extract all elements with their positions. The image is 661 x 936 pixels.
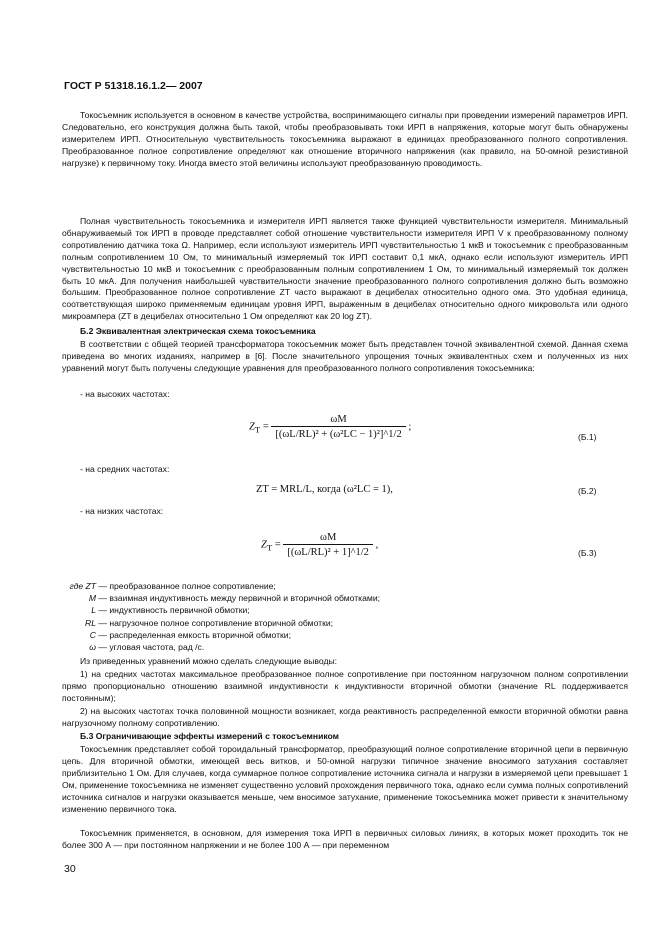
document-header: ГОСТ Р 51318.16.1.2— 2007: [64, 80, 203, 92]
paragraph-application: Токосъемник применяется, в основном, для измерения тока ИРП в первичных силовых линиях, в которых может проходить ток не более 300 А — при постоянном напряжении и не более 100 А — при переменном: [62, 828, 628, 850]
definition-row: L — индуктивность первичной обмотки;: [91, 605, 250, 616]
page-number: 30: [64, 863, 76, 875]
list-label-mid: - на средних частотах:: [80, 464, 170, 474]
paragraph-intro: Токосъемник используется в основном в качестве устройства, воспринимающего сигналы при проведении измерений параметров ИРП. Следовательно, его конструкция должна быть такой, чтобы преобразовывать токи ИРП в напряжения, которые могут быть обнаружены измерителем ИРП. Относительную чувствительность токосъемника выражают в единицах преобразованного полного сопротивления. Преобразованное полное сопротивление определяют как отношение вторичного напряжения (как правило, на 50-омной резистивной нагрузке) к первичному току. Иногда вместо этой величины используют преобразованную проводимость.: [62, 110, 628, 168]
equation-b1: $Z_T$ = $\frac{\omega M}{\text{[(ωL/RL)² + (ω²LC − 1)²]\textasciicircum{}1/2}}$ ;: [249, 414, 412, 440]
definitions-list: [62, 580, 380, 653]
paragraph-limiting-effects: Токосъемник представляет собой тороидальный трансформатор, преобразующий полное сопротивление вторичной цепи в первичную цепь. Для вторичной обмотки, имеющей весь витков, и 50-омной нагрузки типичное значение вносимого затухания составляет приблизительно 1 Ом. Для случаев, когда суммарное полное сопротивление источника сигнала и нагрузки в измеряемой цепи превышает 1 Ом, применение токосъемника не изменяет существенно условий прохождения первичного тока, однако если сумма полных сопротивлений источника сигналов и нагрузки оказывается меньше, чем вносимое затухание, применение токосъемника может привести к значительному изменению первичного тока.: [62, 744, 628, 814]
paragraph-sensitivity: Полная чувствительность токосъемника и измерителя ИРП является также функцией чувствительности измерителя. Минимальный обнаруживаемый ток ИРП в проводе представляет собой отношение чувствительности измерителя ИРП V к преобразованному полному сопротивлению датчика тока Ω. Например, если используют измеритель ИРП чувствительностью 1 мкВ и токосъемник с преобразованным полным сопротивлением 10 Ом, то минимальный измеряемый ток ИРП составит 0,1 мкА, однако если используют измеритель ИРП чувствительностью 10 мкВ и токосъемник с преобразованным полным сопротивлением 1 Ом, то минимальный измеряемый ток должен быть 10 мкА. Для получения наибольшей чувствительности значение преобразованного полного сопротивления должно быть возможно большим. Преобразованное полное сопротивление ZT часто выражают в децибелах относительно одного ома. Это удобная единица, соответствующая широко применяемым единицам уровня ИРП, выраженным в децибелах относительно одного микровольта или одного микроампера (ZT в децибелах относительно 1 Ом определяют как 20 log ZT).: [62, 216, 628, 322]
equation-number-b3: (Б.3): [578, 548, 597, 558]
definition-row: C — распределенная емкость вторичной обмотки;: [89, 629, 291, 640]
section-heading-b3: Б.3 Ограничивающие эффекты измерений с токосъемником: [80, 731, 340, 741]
list-label-low: - на низких частотах:: [80, 506, 164, 516]
conclusion-2: 2) на высоких частотах точка половинной мощности возникает, когда реактивность распределенной емкости вторичной обмотки равна нагрузочному полному сопротивлению.: [62, 706, 628, 728]
conclusion-1: 1) на средних частотах максимальное преобразованное полное сопротивление при постоянном нагрузочном полном сопротивлении прямо пропорционально отношению взаимной индуктивности к индуктивности вторичной обмотки (значение RL поддерживается постоянным);: [62, 669, 628, 703]
list-label-high: - на высоких частотах:: [80, 389, 170, 399]
equation-number-b1: (Б.1): [578, 432, 597, 442]
conclusions-intro: Из приведенных уравнений можно сделать следующие выводы:: [80, 656, 338, 666]
equation-number-b2: (Б.2): [578, 486, 597, 496]
equation-b3: $Z_T$ = $\frac{\omega M}{\text{[(ωL/RL)² + 1]\textasciicircum{}1/2}}$ ,: [261, 532, 379, 558]
definition-row: RL — нагрузочное полное сопротивление вторичной обмотки;: [85, 617, 334, 628]
definition-row: где ZT — преобразованное полное сопротивление;: [69, 581, 276, 591]
definition-row: M — взаимная индуктивность между первичной и вторичной обмотками;: [88, 593, 381, 604]
equation-b2: ZT = MRL/L, когда (ω²LC = 1),: [256, 484, 393, 495]
definition-row: ω — угловая частота, рад /с.: [89, 642, 205, 653]
paragraph-equivalent-circuit: В соответствии с общей теорией трансформатора токосъемник может быть представлен точной эквивалентной схемой. Данная схема приведена во многих изданиях, например в [6]. После значительного упрощения точных эквивалентных схем и полученных из них уравнений могут быть получены следующие уравнения для преобразованного полного сопротивления токосъемника:: [62, 339, 628, 373]
section-heading-b2: Б.2 Эквивалентная электрическая схема токосъемника: [80, 326, 316, 336]
